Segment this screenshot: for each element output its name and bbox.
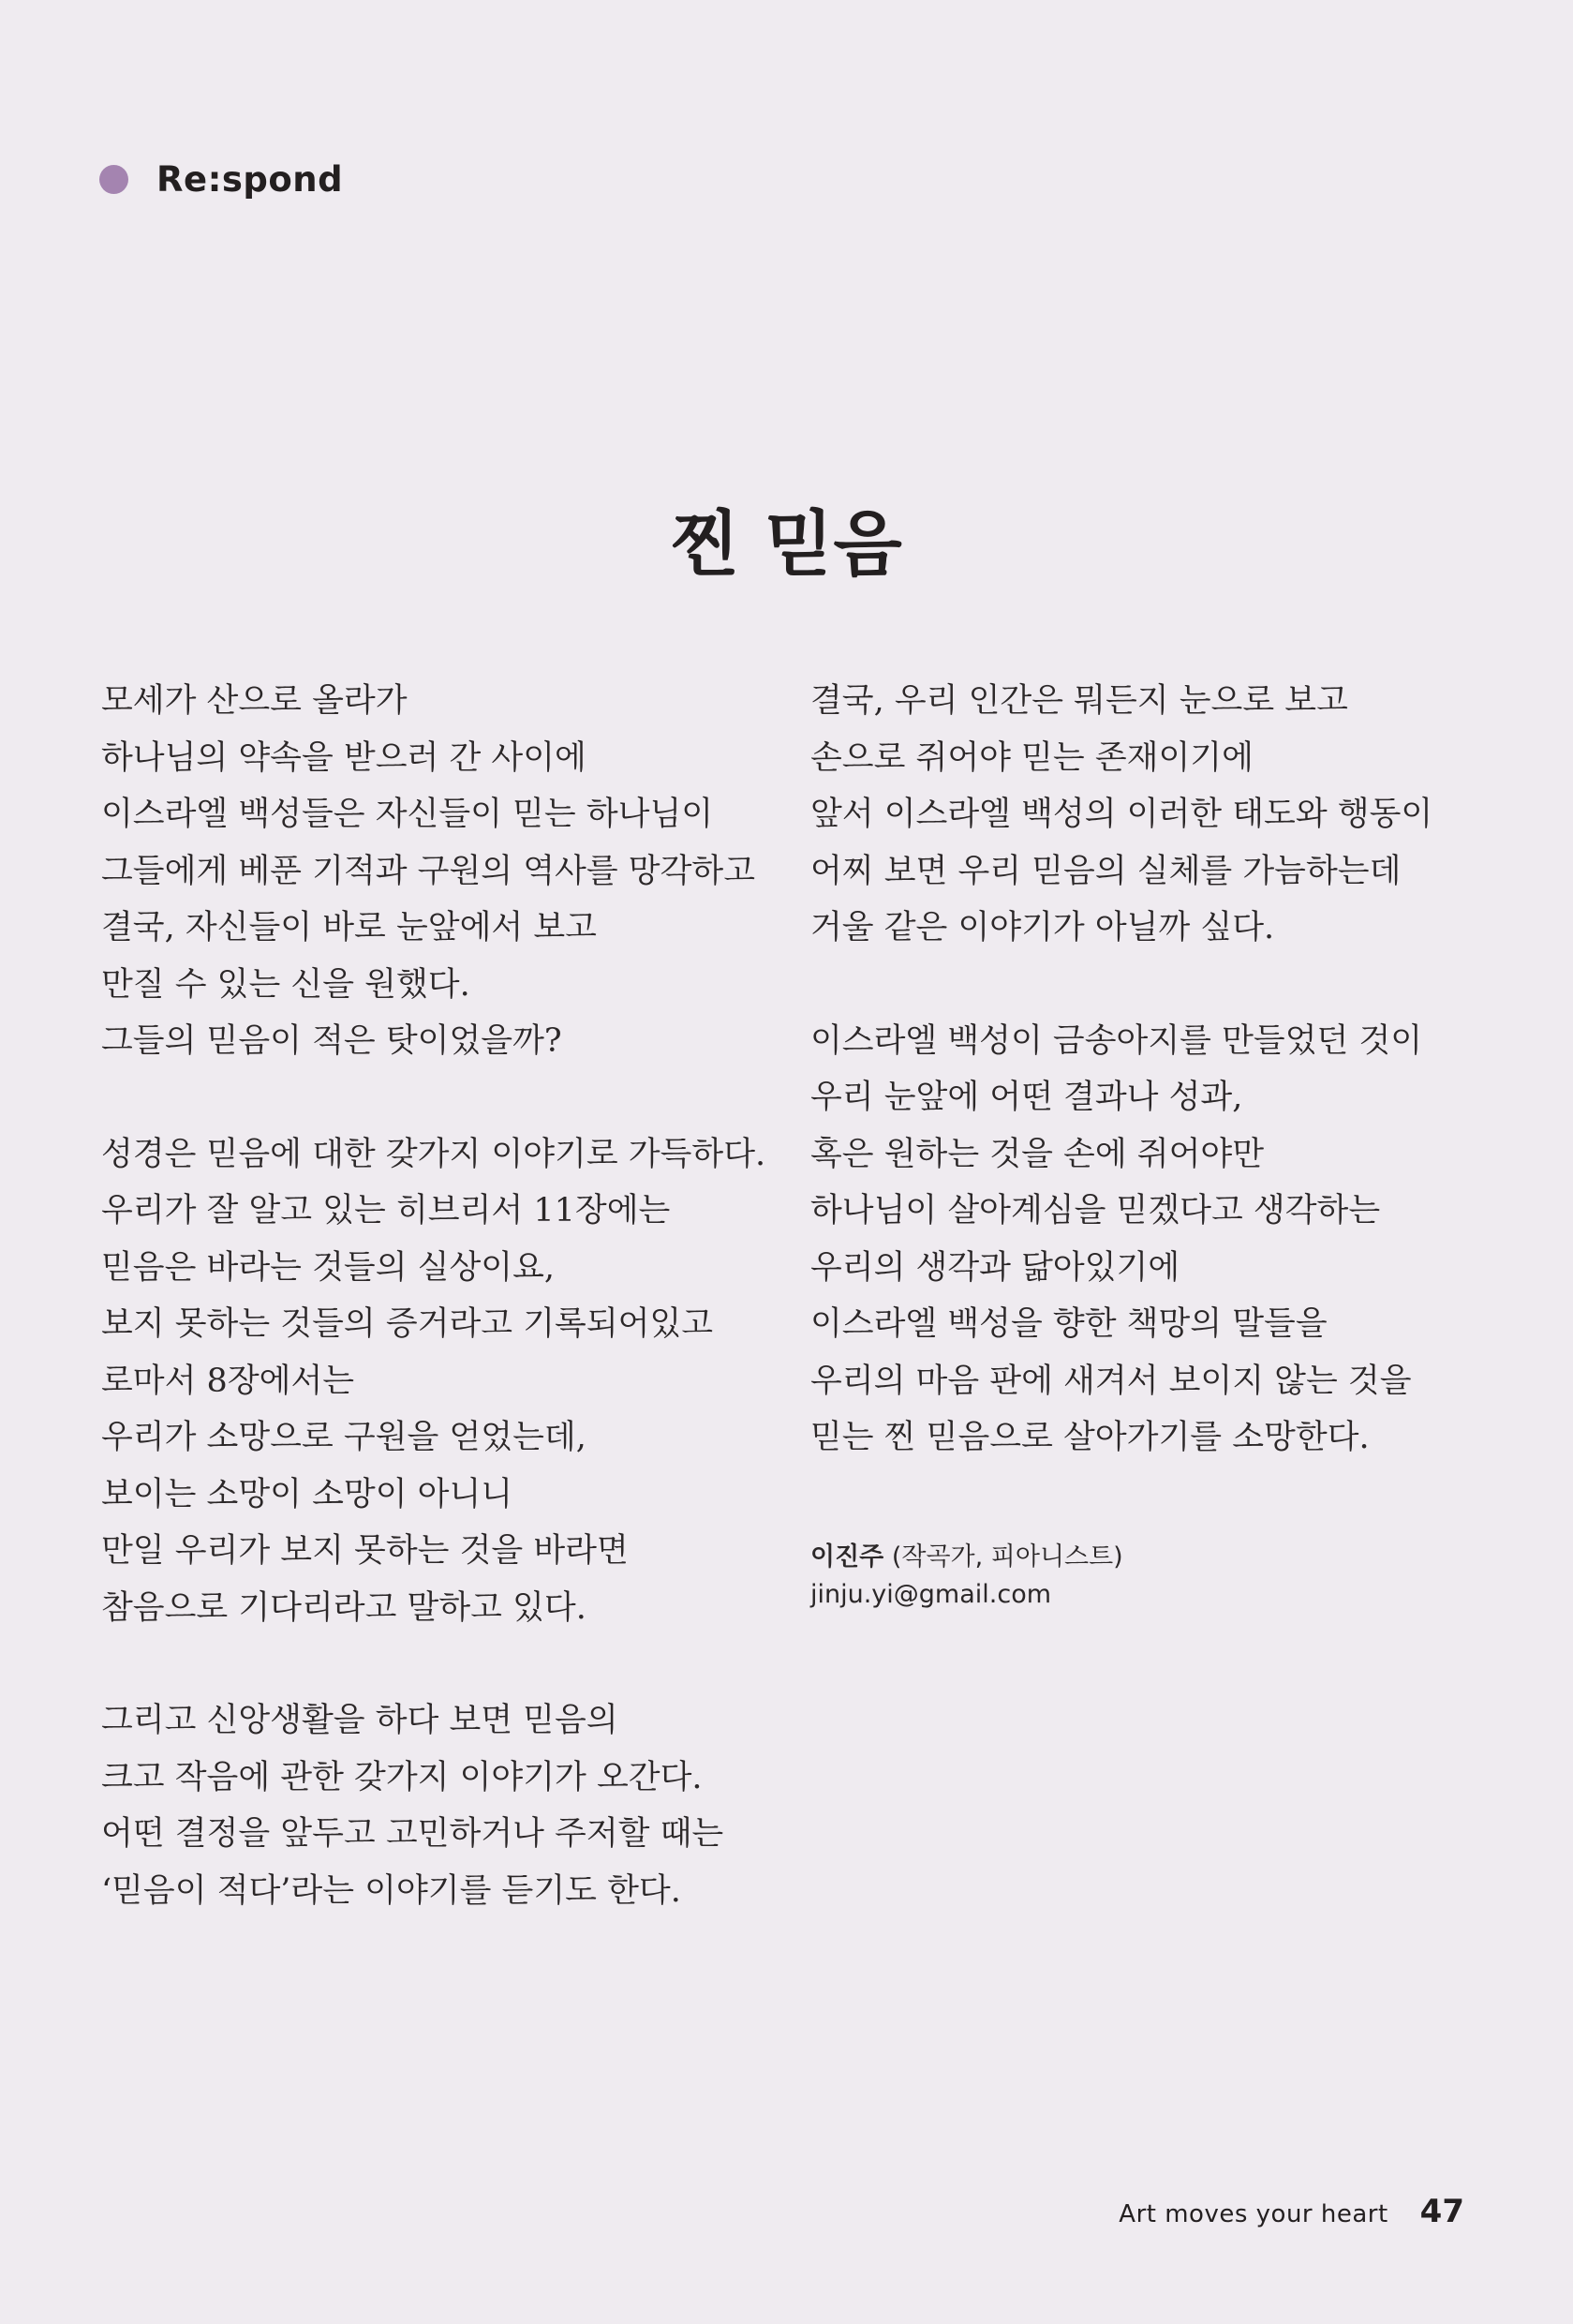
section-bullet-icon [99,165,128,194]
page-number: 47 [1419,2193,1464,2230]
section-header [99,159,343,200]
text-line: 우리가 소망으로 구원을 얻었는데, [101,1419,586,1456]
article-title: 찐 믿음 [671,502,902,586]
text-line: 성경은 믿음에 대한 갖가지 이야기로 가득하다. [101,1135,766,1173]
text-line: 결국, 자신들이 바로 눈앞에서 보고 [101,909,597,946]
author-email: jinju.yi@gmail.com [810,1580,1052,1609]
text-line: 어찌 보면 우리 믿음의 실체를 가늠하는데 [810,852,1402,890]
text-line: 보지 못하는 것들의 증거라고 기록되어있고 [101,1305,714,1343]
text-line: 만질 수 있는 신을 원했다. [101,965,470,1004]
right-column [810,673,1485,1523]
text-line: 우리가 잘 알고 있는 히브리서 11장에는 [101,1192,671,1229]
text-line: 우리 눈앞에 어떤 결과나 성과, [810,1079,1243,1116]
footer-tagline: Art moves your heart [1119,2200,1388,2228]
text-line: 크고 작음에 관한 갖가지 이야기가 오간다. [101,1758,703,1796]
text-line: 보이는 소망이 소망이 아니니 [101,1475,513,1513]
text-line: 거울 같은 이야기가 아닐까 싶다. [810,909,1275,946]
text-line: 로마서 8장에서는 [101,1362,355,1400]
stanza [810,673,1485,957]
text-line: 앞서 이스라엘 백성의 이러한 태도와 행동이 [810,796,1433,833]
page-footer [1119,2193,1464,2230]
text-line: 그들의 믿음이 적은 탓이었을까? [101,1022,562,1060]
left-column [101,673,776,1975]
text-line: 하나님이 살아계심을 믿겠다고 생각하는 [810,1192,1381,1229]
stanza [101,673,776,1070]
text-line: 우리의 마음 판에 새겨서 보이지 않는 것을 [810,1362,1412,1400]
text-line: 하나님의 약속을 받으러 간 사이에 [101,738,586,777]
author-role: (작곡가, 피아니스트) [883,1542,1123,1572]
text-line: 만일 우리가 보지 못하는 것을 바라면 [101,1532,629,1570]
author-credit [810,1539,1123,1614]
text-line: 어떤 결정을 앞두고 고민하거나 주저할 때는 [101,1815,724,1853]
text-line: 이스라엘 백성을 향한 책망의 말들을 [810,1305,1328,1343]
text-line: 혹은 원하는 것을 손에 쥐어야만 [810,1135,1265,1173]
text-line: 믿음은 바라는 것들의 실상이요, [101,1248,556,1287]
text-line: 그리고 신앙생활을 하다 보면 믿음의 [101,1702,618,1739]
stanza [101,1126,776,1637]
author-name: 이진주 [810,1542,884,1572]
text-line: 그들에게 베푼 기적과 구원의 역사를 망각하고 [101,852,756,890]
text-line: 이스라엘 백성들은 자신들이 믿는 하나님이 [101,796,714,833]
stanza [101,1692,776,1919]
text-line: 모세가 산으로 올라가 [101,682,408,720]
text-line: 이스라엘 백성이 금송아지를 만들었던 것이 [810,1021,1423,1060]
text-line: 믿는 찐 믿음으로 살아가기를 소망한다. [810,1419,1370,1456]
section-label: Re:spond [156,159,344,200]
text-line: ‘믿음이 적다’라는 이야기를 듣기도 한다. [101,1871,681,1910]
text-line: 우리의 생각과 닮아있기에 [810,1248,1180,1287]
text-line: 참음으로 기다리라고 말하고 있다. [101,1588,586,1627]
text-line: 손으로 쥐어야 믿는 존재이기에 [810,738,1254,777]
stanza [810,1013,1485,1467]
text-line: 결국, 우리 인간은 뭐든지 눈으로 보고 [810,682,1348,720]
author-line [810,1539,1123,1576]
